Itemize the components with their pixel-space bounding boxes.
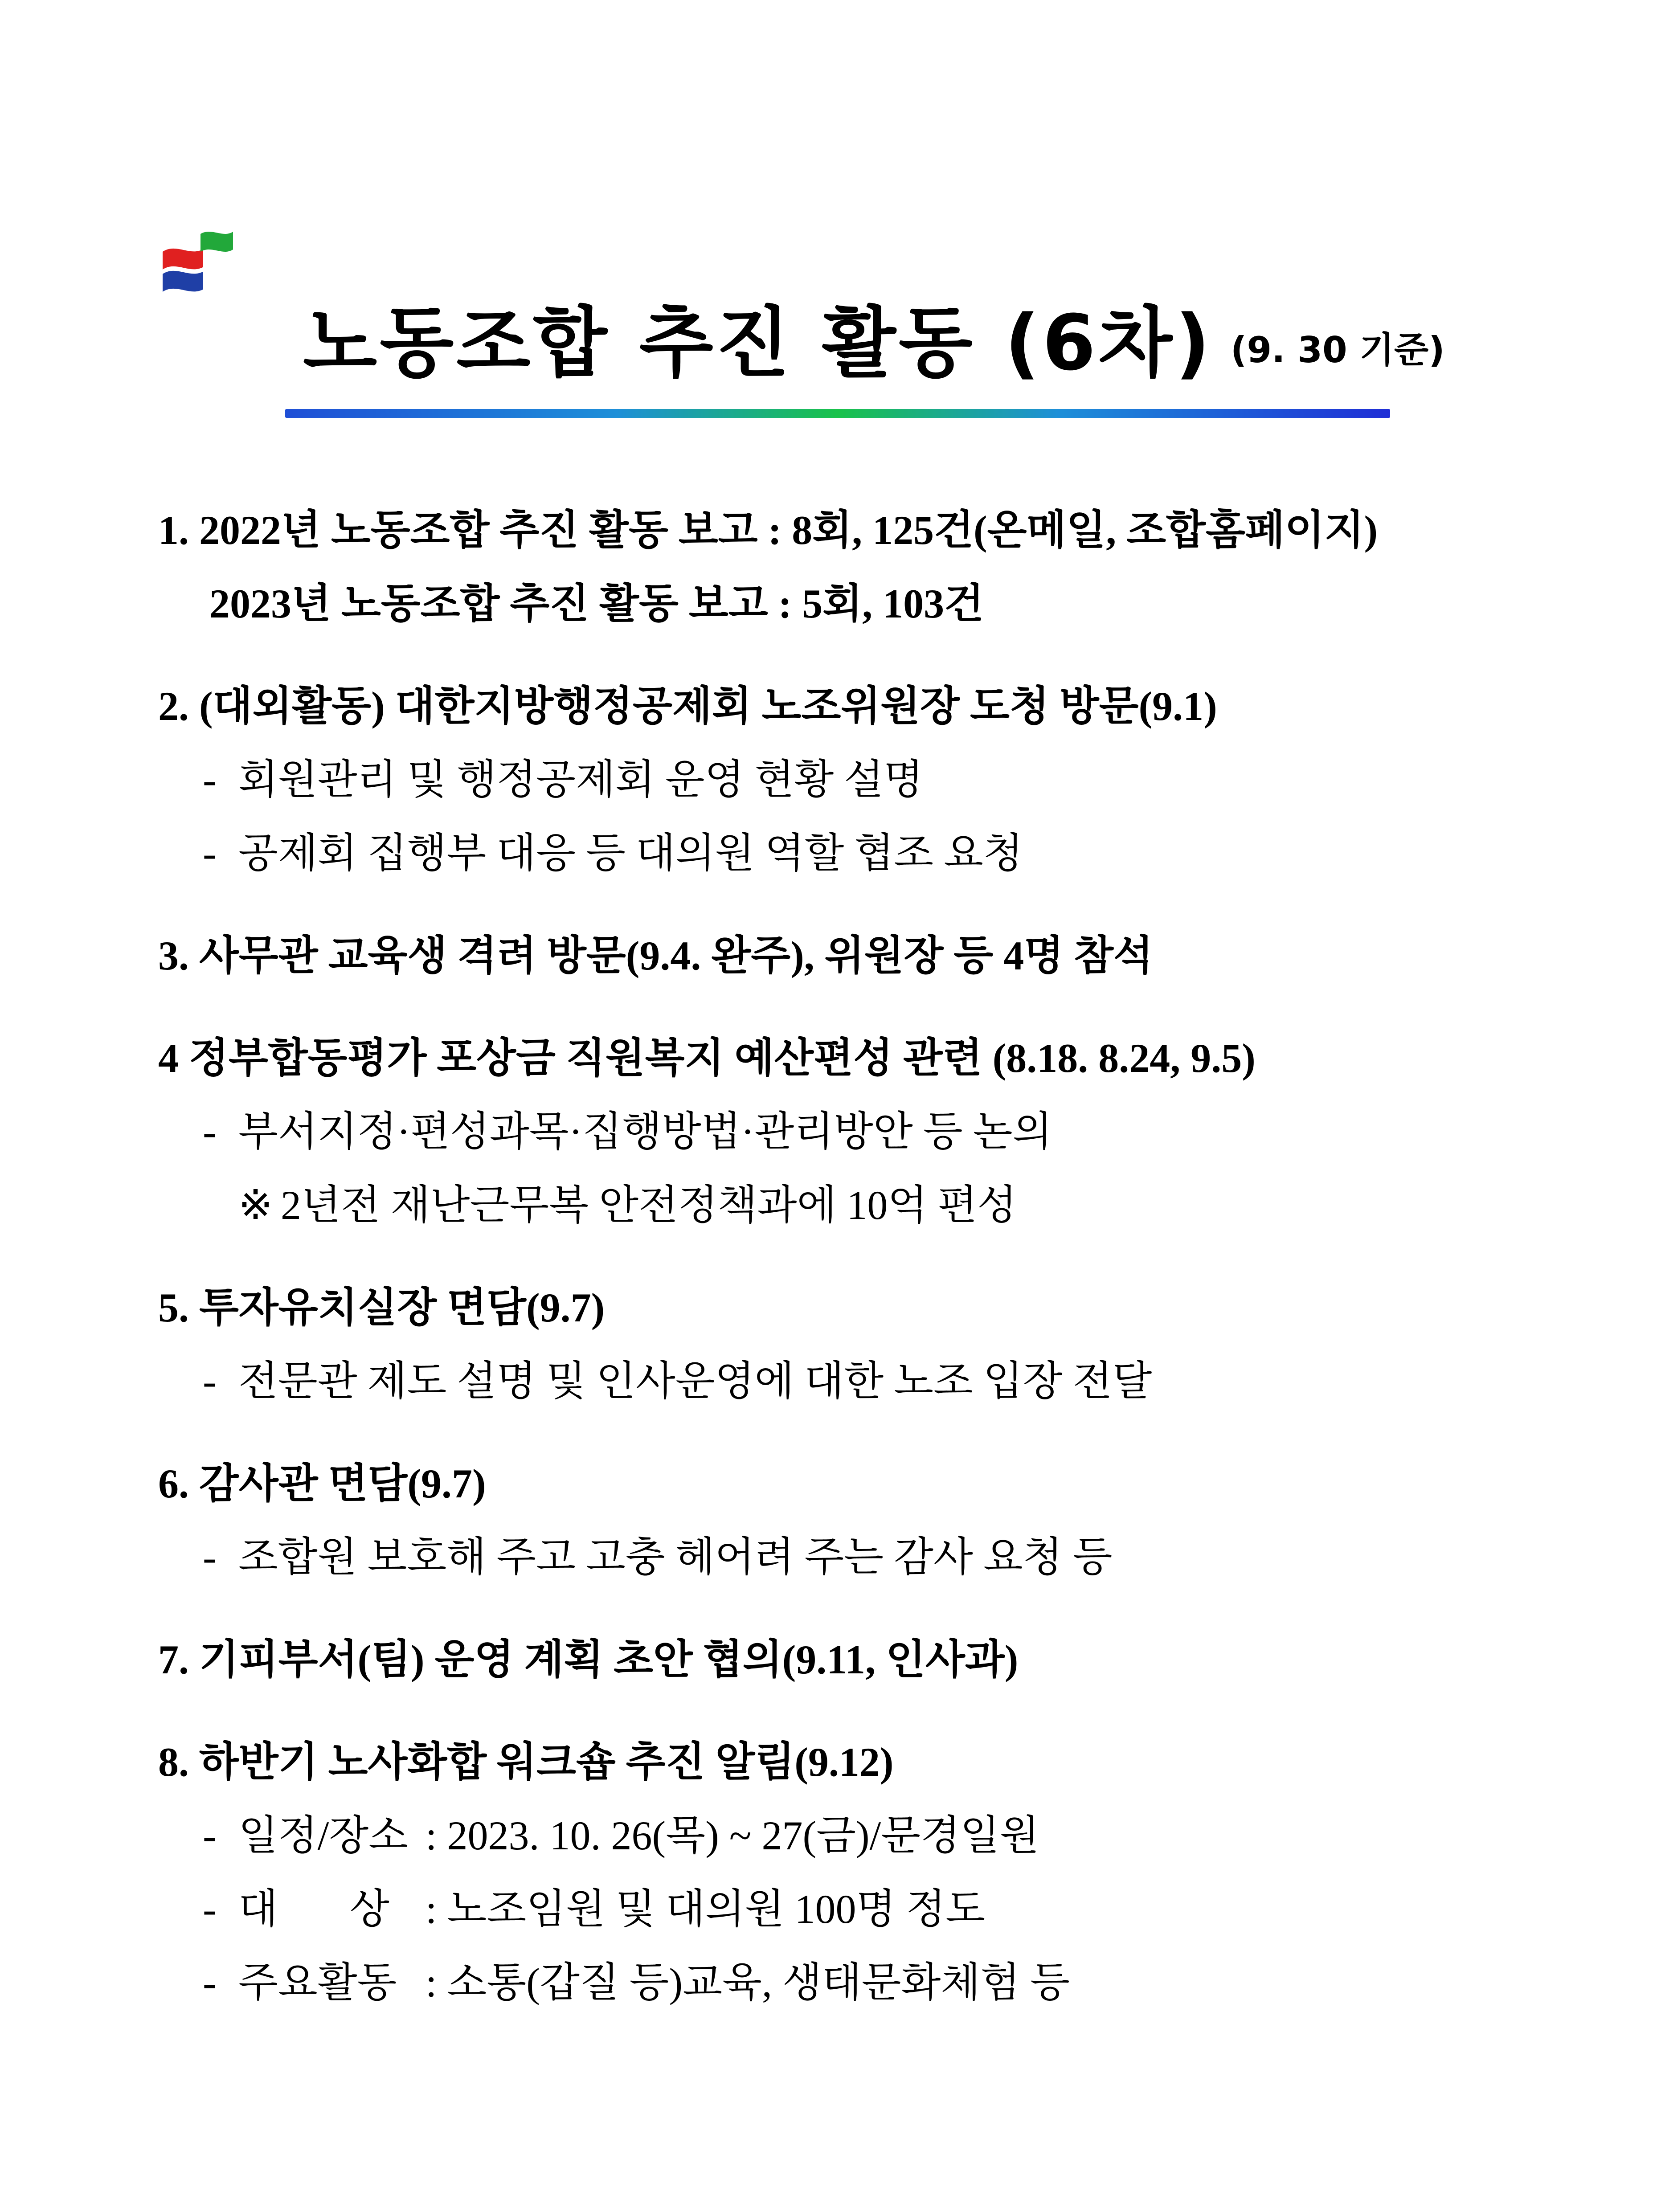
item-1-heading: 1. 2022년 노동조합 추진 활동 보고 : 8회, 125건(온메일, 조합홈페이지)	[158, 507, 1378, 553]
item-4-heading: 4 정부합동평가 포상금 직원복지 예산편성 관련 (8.18. 8.24, 9.5)	[158, 1035, 1256, 1081]
item-3-heading: 3. 사무관 교육생 격려 방문(9.4. 완주), 위원장 등 4명 참석	[158, 933, 1153, 978]
item-4-sub-1	[203, 1105, 1052, 1158]
title-underline	[285, 409, 1390, 418]
item-1-continuation: 2023년 노동조합 추진 활동 보고 : 5회, 103건	[209, 581, 984, 626]
detail-label: 주요활동	[238, 1960, 397, 2005]
item-2-sub-2	[203, 826, 1023, 880]
dash-bullet: -	[203, 1813, 217, 1858]
item-5-heading: 5. 투자유치실장 면담(9.7)	[158, 1285, 605, 1330]
title-row	[303, 294, 1445, 392]
item-5-sub-1-text: 전문관 제도 설명 및 인사운영에 대한 노조 입장 전달	[238, 1358, 1152, 1404]
item-5-sub-1	[203, 1354, 1152, 1408]
dash-bullet: -	[203, 1534, 217, 1580]
dash-bullet: -	[203, 830, 217, 876]
item-2-heading: 2. (대외활동) 대한지방행정공제회 노조위원장 도청 방문(9.1)	[158, 683, 1217, 729]
item-2-sub-1-text: 회원관리 및 행정공제회 운영 현황 설명	[238, 757, 923, 802]
detail-label: 일정/장소	[238, 1813, 409, 1858]
dash-bullet: -	[203, 1886, 217, 1932]
item-4-note-text: 2년전 재난근무복 안전정책과에 10억 편성	[281, 1182, 1017, 1228]
item-2-sub-1	[203, 753, 923, 806]
dash-bullet: -	[203, 757, 217, 802]
flag-logo-icon	[158, 225, 234, 298]
dash-bullet: -	[203, 1109, 217, 1154]
item-6-sub-1-text: 조합원 보호해 주고 고충 헤어려 주는 감사 요청 등	[238, 1534, 1113, 1580]
note-mark: ※	[238, 1182, 273, 1228]
detail-value: : 2023. 10. 26(목) ~ 27(금)/문경일원	[426, 1813, 1039, 1858]
dash-bullet: -	[203, 1960, 217, 2005]
item-6-sub-1	[203, 1530, 1112, 1584]
item-8-detail-1	[203, 1809, 1039, 1862]
item-8-heading: 8. 하반기 노사화합 워크숍 추진 알림(9.12)	[158, 1739, 894, 1785]
dash-bullet: -	[203, 1358, 217, 1404]
item-4-sub-1-text: 부서지정·편성과목·집행방법·관리방안 등 논의	[238, 1109, 1052, 1154]
item-8-detail-3	[203, 1956, 1070, 2009]
detail-label: 대 상	[238, 1886, 389, 1932]
item-4-note	[238, 1178, 1017, 1232]
page-title: 노동조합 추진 활동 (6차)	[303, 298, 1213, 388]
detail-value: : 노조임원 및 대의원 100명 정도	[426, 1886, 986, 1932]
item-6-heading: 6. 감사관 면담(9.7)	[158, 1461, 486, 1506]
page-subtitle: (9. 30 기준)	[1230, 329, 1445, 371]
detail-value: : 소통(갑질 등)교육, 생태문화체험 등	[426, 1960, 1070, 2005]
item-7-heading: 7. 기피부서(팀) 운영 계획 초안 협의(9.11, 인사과)	[158, 1637, 1019, 1682]
union-logo	[158, 225, 234, 298]
item-2-sub-2-text: 공제회 집행부 대응 등 대의원 역할 협조 요청	[238, 830, 1023, 876]
item-8-detail-2	[203, 1882, 985, 1936]
